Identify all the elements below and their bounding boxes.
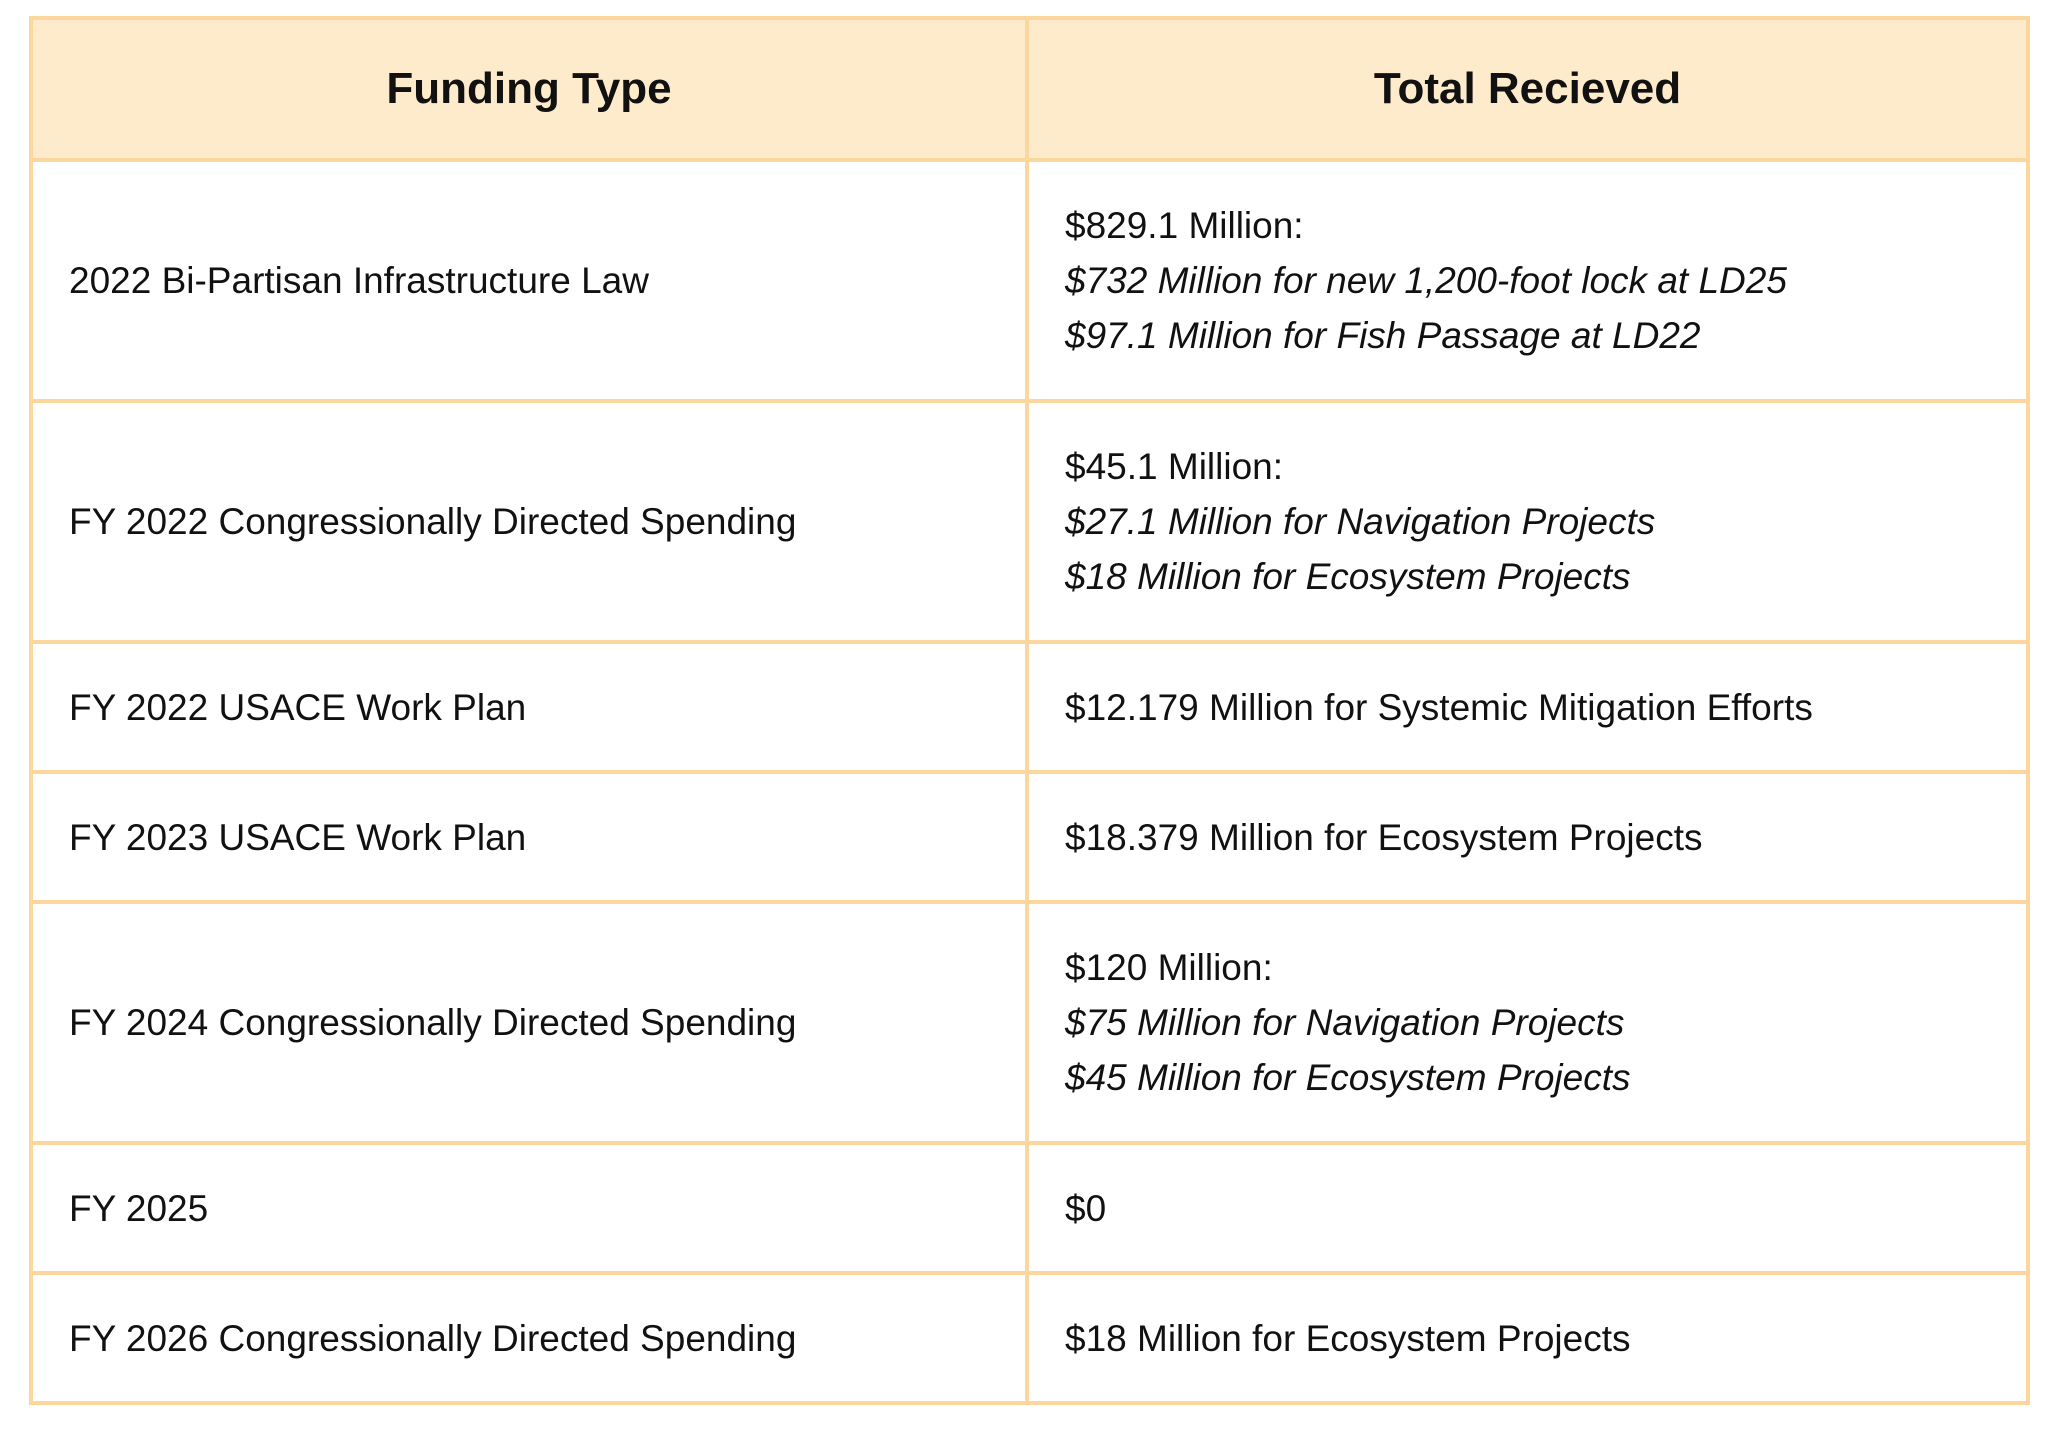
total-received-cell xyxy=(1027,772,2028,902)
table-row xyxy=(31,772,2028,902)
amount-detail: $27.1 Million for Navigation Projects xyxy=(1065,501,1656,542)
total-received-cell xyxy=(1027,401,2028,642)
amount-detail: $45 Million for Ecosystem Projects xyxy=(1065,1057,1631,1098)
total-amount: $829.1 Million: xyxy=(1065,205,1304,246)
total-received-cell xyxy=(1027,1273,2028,1403)
table-row xyxy=(31,1273,2028,1403)
total-amount: $18 Million for Ecosystem Projects xyxy=(1065,1317,1631,1359)
table-header-row xyxy=(31,18,2028,160)
amount-detail: $732 Million for new 1,200-foot lock at LD25 xyxy=(1065,260,1787,301)
total-received-cell xyxy=(1027,642,2028,772)
funding-type-cell: FY 2023 USACE Work Plan xyxy=(31,772,1027,902)
total-amount: $120 Million: xyxy=(1065,947,1273,988)
funding-type-cell: FY 2024 Congressionally Directed Spending xyxy=(31,902,1027,1143)
funding-type-cell: FY 2022 USACE Work Plan xyxy=(31,642,1027,772)
funding-type-cell: FY 2025 xyxy=(31,1143,1027,1273)
total-amount: $18.379 Million for Ecosystem Projects xyxy=(1065,816,1703,858)
amount-detail: $18 Million for Ecosystem Projects xyxy=(1065,556,1631,597)
table-row xyxy=(31,160,2028,401)
table-row xyxy=(31,1143,2028,1273)
table-row xyxy=(31,401,2028,642)
total-received-cell xyxy=(1027,1143,2028,1273)
total-received-cell xyxy=(1027,902,2028,1143)
total-received-cell xyxy=(1027,160,2028,401)
funding-table xyxy=(29,16,2030,1405)
amount-detail: $75 Million for Navigation Projects xyxy=(1065,1002,1625,1043)
total-amount: $12.179 Million for Systemic Mitigation Efforts xyxy=(1065,686,1813,728)
total-amount: $45.1 Million: xyxy=(1065,446,1284,487)
column-header-total-received: Total Recieved xyxy=(1027,18,2028,160)
funding-type-cell: 2022 Bi-Partisan Infrastructure Law xyxy=(31,160,1027,401)
amount-detail: $97.1 Million for Fish Passage at LD22 xyxy=(1065,315,1701,356)
column-header-funding-type: Funding Type xyxy=(31,18,1027,160)
table-row xyxy=(31,902,2028,1143)
total-amount: $0 xyxy=(1065,1187,1107,1229)
table-row xyxy=(31,642,2028,772)
funding-type-cell: FY 2026 Congressionally Directed Spending xyxy=(31,1273,1027,1403)
funding-type-cell: FY 2022 Congressionally Directed Spending xyxy=(31,401,1027,642)
